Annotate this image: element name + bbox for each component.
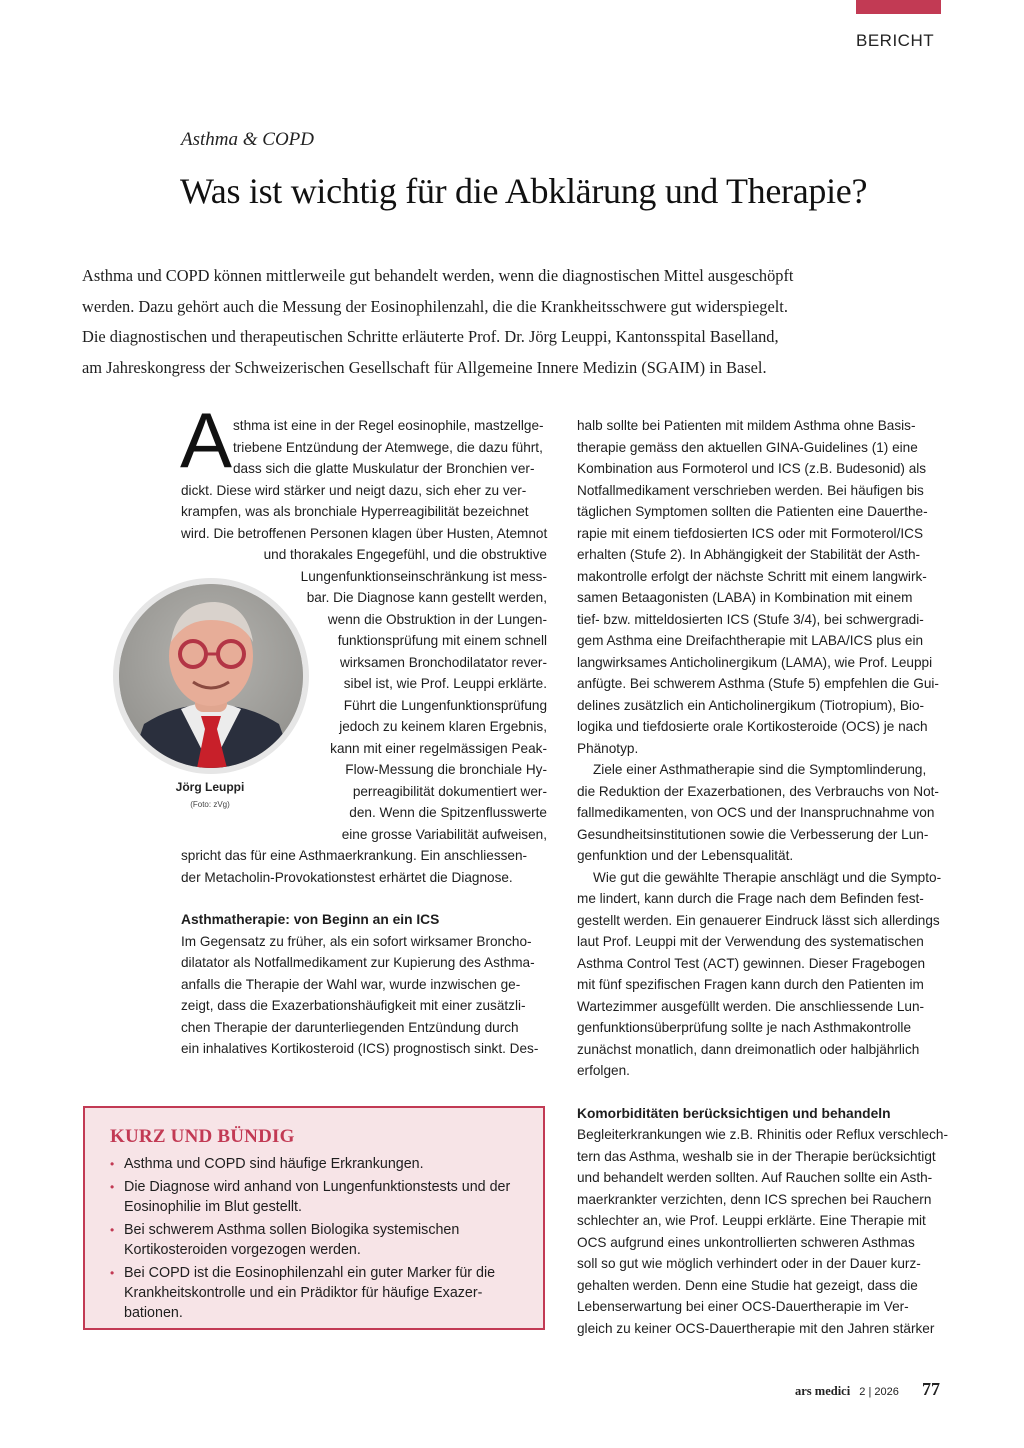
text-line: wenn die Obstruktion in der Lungen- <box>327 611 547 627</box>
summary-item-text: Bei COPD ist die Eosinophilenzahl ein guter Marker für die Krankheitskontrolle und ein Prädiktor für häufige Exazer-bationen. <box>124 1265 496 1321</box>
portrait-photo <box>119 584 303 768</box>
lead-line: Die diagnostischen und therapeutischen Schritte erläuterte Prof. Dr. Jörg Leuppi, Kantonsspital Baselland, <box>82 327 779 346</box>
text-line: sibel ist, wie Prof. Leuppi erklärte. <box>343 676 547 691</box>
text-line: funktionsprüfung mit einem schnell <box>337 633 547 648</box>
lead-line: am Jahreskongress der Schweizerischen Gesellschaft für Allgemeine Innere Medizin (SGAIM) in Basel. <box>82 357 767 377</box>
text-line: therapie gemäss den aktuellen GINA-Guidelines (1) eine <box>577 439 918 455</box>
text-line: rapie mit einem tiefdosierten ICS oder mit Formoterol/ICS <box>577 525 924 541</box>
summary-item-text: Bei schwerem Asthma sollen Biologika systemischen Kortikosteroiden vorgezogen werden. <box>124 1222 460 1258</box>
summary-item-text: Die Diagnose wird anhand von Lungenfunktionstests und der Eosinophilie im Blut gestellt. <box>124 1179 511 1215</box>
text-line: dickt. Diese wird stärker und neigt dazu, sich eher zu ver- <box>181 482 527 498</box>
text-line: tern das Asthma, weshalb sie in der Therapie berücksichtigt <box>577 1148 936 1164</box>
text-line: maerkrankter verzichten, denn ICS sprechen bei Rauchern <box>577 1191 932 1207</box>
text-line: chen Therapie der darunterliegenden Entzündung durch <box>181 1019 519 1035</box>
text-line: halb sollte bei Patienten mit mildem Asthma ohne Basis- <box>577 418 916 433</box>
text-line: perreagibilität dokumentiert wer- <box>352 783 547 799</box>
issue-number: 2 | 2026 <box>859 1386 899 1398</box>
publication-name: ars medici <box>795 1384 851 1398</box>
text-line: bar. Die Diagnose kann gestellt werden, <box>306 590 547 605</box>
text-line: samen Betaagonisten (LABA) in Kombination mit einem <box>577 590 913 605</box>
text-line: Phänotyp. <box>577 740 639 756</box>
subheading: Komorbiditäten berücksichtigen und behandeln <box>577 1105 891 1121</box>
text-line: Gesundheitsinstitutionen sowie die Verbesserung der Lun- <box>577 826 929 842</box>
text-line: triebene Entzündung der Atemwege, die dazu führt, <box>233 439 543 455</box>
text-line: eine grosse Variabilität aufweisen, <box>341 826 547 842</box>
text-line: Im Gegensatz zu früher, als ein sofort wirksamer Broncho- <box>181 933 532 949</box>
text-line: kann mit einer regelmässigen Peak- <box>330 740 547 756</box>
text-line: dass sich die glatte Muskulatur der Bronchien ver- <box>233 461 535 476</box>
text-line: Flow-Messung die bronchiale Hy- <box>345 762 547 777</box>
summary-box <box>83 1106 545 1330</box>
summary-box-title: KURZ UND BÜNDIG <box>110 1126 295 1147</box>
text-line: schlechter an, wie Prof. Leuppi erklärte. Eine Therapie mit <box>577 1213 926 1228</box>
text-line: wird. Die betroffenen Personen klagen über Husten, Atemnot <box>181 525 548 541</box>
text-line: logika und tiefdosierte orale Kortikosteroide (OCS) je nach <box>577 719 928 734</box>
text-line: zeigt, dass die Exazerbationshäufigkeit mit einer zusätzli- <box>181 998 526 1013</box>
text-line: und thorakales Engegefühl, und die obstruktive <box>263 547 547 562</box>
bullet-icon: • <box>110 1223 115 1237</box>
text-line: genfunktion und der Lebensqualität. <box>577 848 794 863</box>
text-line: der Metacholin-Provokationstest erhärtet die Diagnose. <box>181 869 513 885</box>
text-line: tief- bzw. mitteldosierten ICS (Stufe 3/4), bei schwergradi- <box>577 611 924 627</box>
summary-list <box>110 1154 540 1326</box>
text-line: soll so gut wie möglich verhindert oder in der Dauer kurz- <box>577 1256 921 1271</box>
text-line: die Reduktion der Exazerbationen, des Verbrauchs von Not- <box>577 783 939 799</box>
section-color-bar <box>856 0 941 14</box>
text-line: makontrolle erfolgt der nächste Schritt mit einem langwirk- <box>577 568 927 584</box>
text-line: Wartezimmer ausgefüllt werden. Die anschliessende Lun- <box>577 998 925 1014</box>
text-line: zunächst monatlich, dann dreimonatlich oder halbjährlich <box>577 1041 920 1057</box>
section-label: BERICHT <box>856 31 935 50</box>
text-line: gleich zu keiner OCS-Dauertherapie mit den Jahren stärker <box>577 1320 935 1336</box>
text-line: langwirksames Anticholinergikum (LAMA), wie Prof. Leuppi <box>577 654 933 670</box>
text-line: erhalten (Stufe 2). In Abhängigkeit der Stabilität der Asth- <box>577 547 921 562</box>
text-line: ein inhalatives Kortikosteroid (ICS) prognostisch sinkt. Des- <box>181 1041 539 1056</box>
drop-cap: A <box>180 396 233 484</box>
lead-line: Asthma und COPD können mittlerweile gut behandelt werden, wenn die diagnostischen Mittel ausgeschöpft <box>82 266 794 285</box>
lead-line: werden. Dazu gehört auch die Messung der Eosinophilenzahl, die die Krankheitsschwere gut widerspiegelt. <box>82 296 788 316</box>
summary-item <box>110 1263 540 1323</box>
bullet-icon: • <box>110 1266 115 1280</box>
text-line: gestellt werden. Ein genauerer Eindruck lässt sich allerdings <box>577 912 940 928</box>
text-line: laut Prof. Leuppi mit der Verwendung des systematischen <box>577 934 924 949</box>
text-line: Kombination aus Formoterol und ICS (z.B. Budesonid) als <box>577 461 927 476</box>
subheading: Asthmatherapie: von Beginn an ein ICS <box>181 912 440 927</box>
portrait-caption-name: Jörg Leuppi <box>175 780 245 794</box>
text-line: krampfen, was als bronchiale Hyperreagibilität bezeichnet <box>181 504 529 519</box>
text-line: Lebenserwartung bei einer OCS-Dauertherapie im Ver- <box>577 1299 909 1314</box>
text-line: und behandelt werden sollten. Auf Rauchen sollte ein Asth- <box>577 1170 933 1185</box>
text-line: dilatator als Notfallmedikament zur Kupierung des Asthma- <box>181 955 535 970</box>
text-line: anfügte. Bei schwerem Asthma (Stufe 5) empfehlen die Gui- <box>577 676 939 691</box>
text-line: OCS aufgrund eines unkontrollierten schweren Asthmas <box>577 1234 915 1250</box>
portrait-caption-credit: (Foto: zVg) <box>190 800 230 809</box>
article-kicker: Asthma & COPD <box>181 129 314 150</box>
text-line: mit fünf spezifischen Fragen kann durch den Patienten im <box>577 977 924 992</box>
summary-item-text: Asthma und COPD sind häufige Erkrankungen. <box>124 1156 424 1172</box>
summary-item <box>110 1154 540 1174</box>
text-line: Ziele einer Asthmatherapie sind die Symptomlinderung, <box>593 762 927 777</box>
text-line: Lungenfunktionseinschränkung ist mess- <box>300 568 547 584</box>
text-line: delines zusätzlich ein Anticholinergikum (Tiotropium), Bio- <box>577 697 925 713</box>
text-line: gem Asthma eine Dreifachtherapie mit LABA/ICS plus ein <box>577 633 924 648</box>
author-portrait <box>113 578 309 774</box>
text-line: me lindert, kann durch die Frage nach dem Befinden fest- <box>577 891 924 906</box>
summary-item <box>110 1177 540 1217</box>
bullet-icon: • <box>110 1157 115 1171</box>
text-line: Begleiterkrankungen wie z.B. Rhinitis oder Reflux verschlech- <box>577 1127 948 1142</box>
text-line: gehalten werden. Denn eine Studie hat gezeigt, dass die <box>577 1277 918 1293</box>
text-line: anfalls die Therapie der Wahl war, wurde inzwischen ge- <box>181 976 521 992</box>
text-line: erfolgen. <box>577 1063 630 1078</box>
text-line: Wie gut die gewählte Therapie anschlägt und die Sympto- <box>593 869 942 885</box>
text-line: täglichen Symptomen sollten die Patienten eine Dauerthe- <box>577 504 928 519</box>
summary-item <box>110 1220 540 1260</box>
text-line: spricht das für eine Asthmaerkrankung. Ein anschliessen- <box>181 848 528 863</box>
text-line: Asthma Control Test (ACT) gewinnen. Dieser Fragebogen <box>577 955 926 971</box>
page-footer <box>795 1379 940 1399</box>
text-line: sthma ist eine in der Regel eosinophile, mastzellge- <box>233 418 544 433</box>
bullet-icon: • <box>110 1180 115 1194</box>
text-line: jedoch zu keinem klaren Ergebnis, <box>339 719 547 734</box>
text-line: genfunktionsüberprüfung sollte je nach Asthmakontrolle <box>577 1020 912 1035</box>
text-line: den. Wenn die Spitzenflusswerte <box>349 805 547 820</box>
text-line: fallmedikamenten, von OCS und der Inanspruchnahme von <box>577 805 935 820</box>
article-title: Was ist wichtig für die Abklärung und Therapie? <box>180 171 868 211</box>
text-line: Führt die Lungenfunktionsprüfung <box>343 697 547 713</box>
page-number: 77 <box>922 1379 940 1399</box>
person-photo-icon <box>119 584 303 768</box>
article-lead <box>82 261 962 383</box>
text-line: Notfallmedikament verschrieben werden. Bei häufigen bis <box>577 482 924 498</box>
text-line: wirksamen Bronchodilatator rever- <box>339 654 547 670</box>
right-column <box>577 415 948 1339</box>
